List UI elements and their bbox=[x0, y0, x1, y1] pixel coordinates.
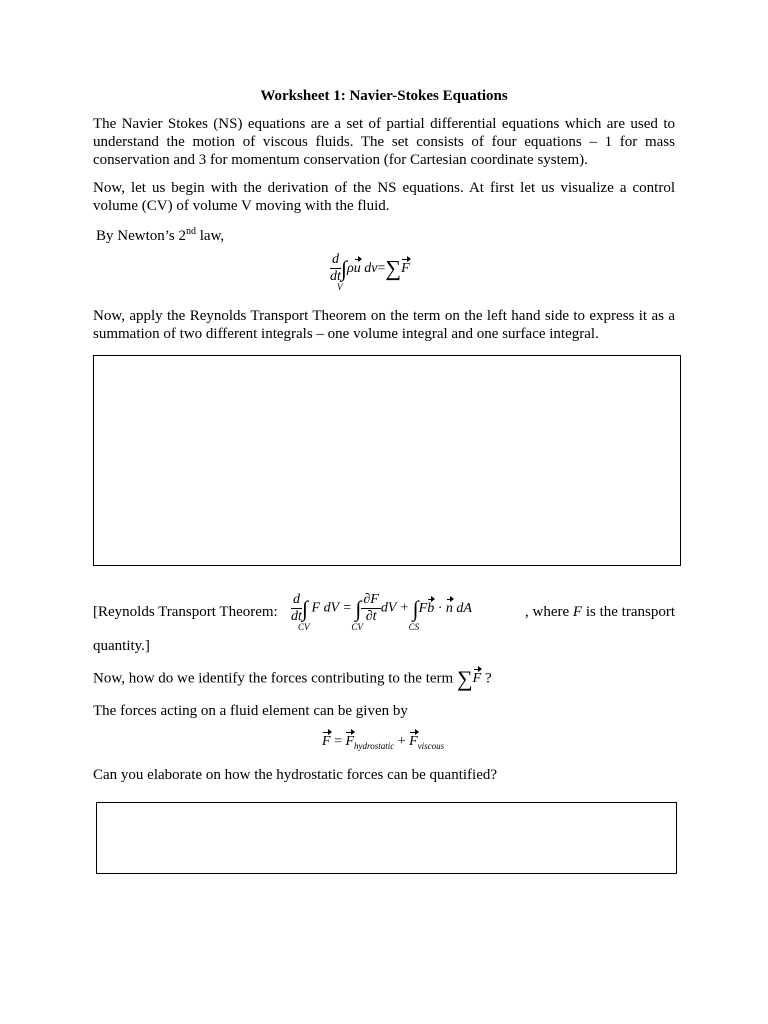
frac-den: dt bbox=[330, 269, 341, 284]
dv-term: dv bbox=[360, 260, 378, 276]
hydrostatic-subscript: hydrostatic bbox=[354, 741, 395, 751]
rtt-suffix-var: F bbox=[572, 604, 583, 620]
rtt-line bbox=[93, 592, 675, 632]
forces-sum-vector: F bbox=[472, 671, 482, 686]
rtt-d-dt-fraction bbox=[291, 592, 302, 625]
rtt-suffix-1: , where bbox=[525, 604, 573, 620]
rtt-limit-1: CV bbox=[298, 621, 310, 632]
rtt-integral-2: ∫ CV bbox=[351, 595, 363, 632]
derivation-paragraph: Now, let us begin with the derivation of the NS equations. At first let us visualize a control volume (CV) of volume V moving with the fluid. bbox=[93, 180, 675, 214]
rtt-frac-num: d bbox=[293, 592, 300, 607]
integral-symbol: ∫ V bbox=[337, 255, 348, 292]
rtt-suffix-2: is the transport bbox=[582, 604, 675, 620]
hydrostatic-force-vector: F bbox=[345, 734, 355, 749]
forces-question-suffix: ? bbox=[481, 670, 492, 687]
rtt-prefix: [Reynolds Transport Theorem: bbox=[93, 604, 278, 620]
intro-paragraph: The Navier Stokes (NS) equations are a set of partial differential equations which are used to understand the motion of viscous fluids. The set consists of four equations – 1 for mass conservation and 3 for momentum conservation (for Cartesian coordinate system). bbox=[93, 116, 675, 168]
rtt-term-2: dV + bbox=[380, 600, 413, 616]
rtt-integral-1: ∫ CV bbox=[298, 595, 310, 632]
viscous-subscript: viscous bbox=[417, 741, 445, 751]
hydro-question-line: Can you elaborate on how the hydrostatic forces can be quantified? bbox=[93, 767, 498, 783]
forces-sum-symbol: ∑ bbox=[456, 666, 473, 691]
rtt-term-1: F dV = bbox=[308, 600, 356, 616]
forces-question-line bbox=[93, 666, 492, 692]
rtt-limit-2: CV bbox=[351, 621, 363, 632]
partial-fraction bbox=[361, 592, 380, 625]
partial-num: ∂F bbox=[363, 592, 379, 607]
newton-law-line bbox=[96, 226, 224, 245]
dot-operator: · bbox=[434, 600, 446, 616]
dA-term: dA bbox=[452, 600, 472, 616]
newton-prefix: By Newton’s 2 bbox=[96, 228, 186, 244]
sum-symbol: ∑ bbox=[385, 255, 402, 281]
n-vector: n bbox=[445, 600, 453, 616]
newton-equation bbox=[330, 252, 410, 292]
newton-sup: nd bbox=[186, 226, 196, 237]
plus-sign: + bbox=[394, 734, 410, 749]
rtt-surface-term bbox=[419, 601, 472, 616]
viscous-force-vector: F bbox=[409, 734, 418, 749]
b-vector: b bbox=[427, 600, 435, 616]
force-split-equals: = bbox=[330, 734, 346, 749]
answer-box-hydrostatic[interactable] bbox=[96, 802, 677, 874]
answer-box-rtt[interactable] bbox=[93, 355, 681, 566]
equals-sign: = bbox=[377, 260, 386, 276]
newton-suffix: law, bbox=[196, 228, 225, 244]
page-title: Worksheet 1: Navier-Stokes Equations bbox=[260, 88, 508, 104]
integral-limit: V bbox=[337, 281, 343, 292]
force-vector: F bbox=[401, 260, 410, 276]
rtt-frac-den: dt bbox=[291, 609, 302, 624]
rtt-end-line: quantity.] bbox=[93, 638, 150, 654]
rho-symbol: ρ bbox=[347, 260, 354, 276]
newton-integrand bbox=[347, 261, 385, 276]
rtt-apply-paragraph: Now, apply the Reynolds Transport Theorem on the term on the left hand side to express it as a summation of two different integrals – one volume integral and one surface integral. bbox=[93, 308, 675, 342]
d-dt-fraction bbox=[330, 252, 341, 285]
rtt-equation bbox=[291, 592, 472, 632]
partial-den: ∂t bbox=[365, 609, 377, 624]
force-split-equation bbox=[322, 734, 444, 750]
rtt-integral-3: ∫ CS bbox=[408, 595, 420, 632]
u-vector: u bbox=[353, 260, 361, 276]
frac-num: d bbox=[332, 252, 339, 267]
forces-question-prefix: Now, how do we identify the forces contributing to the term bbox=[93, 670, 454, 687]
rtt-F: F bbox=[418, 600, 428, 616]
forces-given-line: The forces acting on a fluid element can be given by bbox=[93, 703, 408, 719]
rtt-suffix bbox=[525, 604, 675, 621]
rtt-limit-3: CS bbox=[408, 621, 420, 632]
total-force-vector: F bbox=[322, 734, 331, 749]
